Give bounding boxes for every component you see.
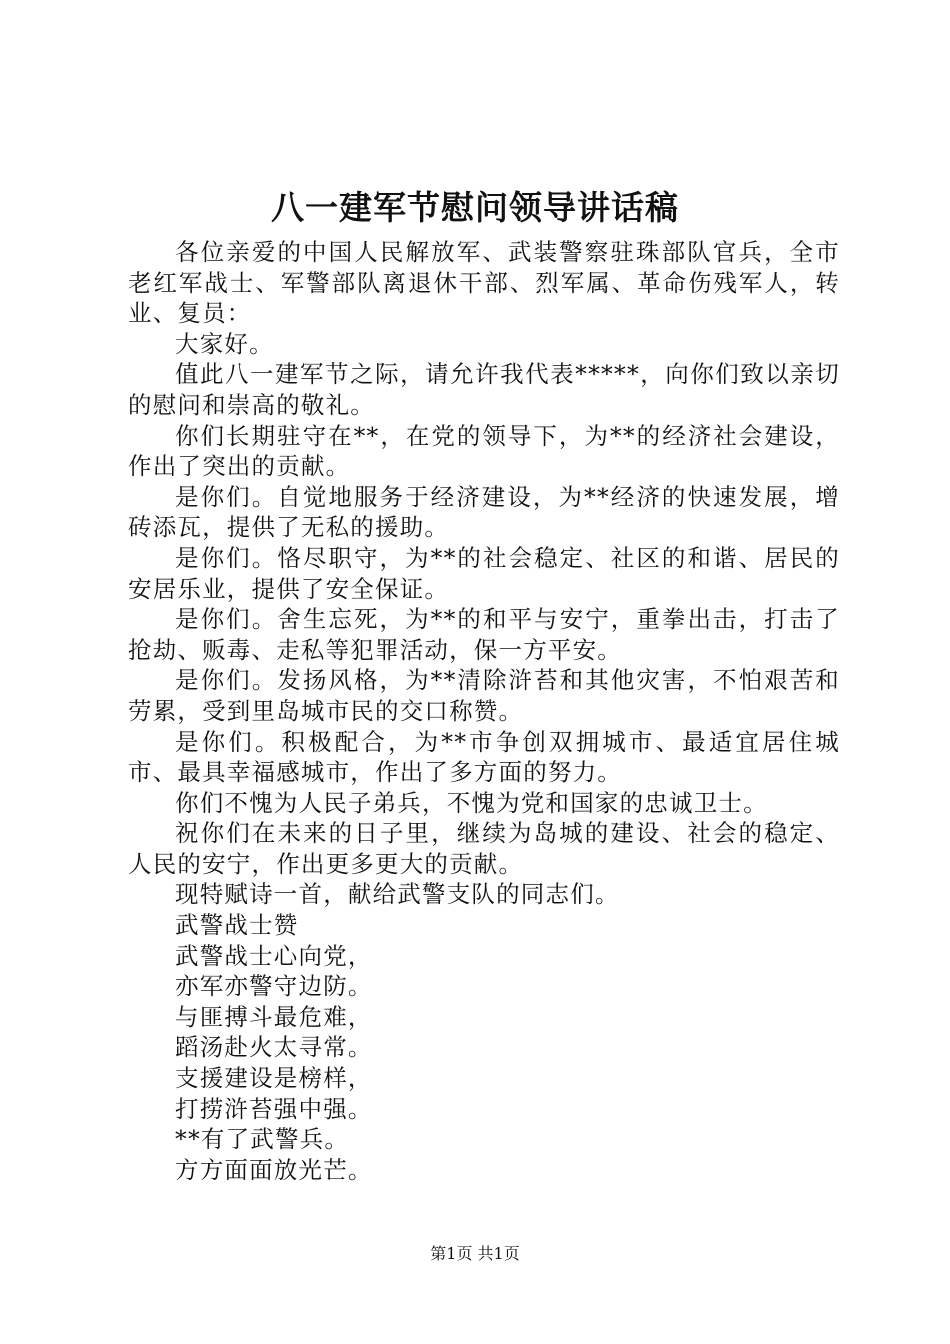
paragraph-3: 值此八一建军节之际，请允许我代表*****，向你们致以亲切的慰问和崇高的敬礼。 xyxy=(128,360,840,419)
poem-line-5: 支援建设是榜样， xyxy=(175,1064,373,1093)
poem-line-2: 亦军亦警守边防。 xyxy=(175,972,373,1001)
paragraph-4: 你们长期驻守在**，在党的领导下，为**的经济社会建设，作出了突出的贡献。 xyxy=(128,421,840,481)
paragraph-5: 是你们。自觉地服务于经济建设，为**经济的快速发展，增砖添瓦，提供了无私的援助。 xyxy=(128,482,840,542)
paragraph-11: 祝你们在未来的日子里，继续为岛城的建设、社会的稳定、人民的安宁，作出更多更大的贡献。 xyxy=(128,819,840,878)
paragraph-1: 各位亲爱的中国人民解放军、武装警察驻珠部队官兵，全市老红军战士、军警部队离退休干部、烈军属、革命伤残军人，转业、复员： xyxy=(128,238,840,328)
paragraph-7: 是你们。舍生忘死，为**的和平与安宁，重拳出击，打击了抢劫、贩毒、走私等犯罪活动，保一方平安。 xyxy=(128,605,840,664)
paragraph-12: 现特赋诗一首，献给武警支队的同志们。 xyxy=(175,880,620,909)
poem-line-3: 与匪搏斗最危难， xyxy=(175,1002,373,1031)
poem-line-1: 武警战士心向党， xyxy=(175,941,373,970)
paragraph-6: 是你们。恪尽职守，为**的社会稳定、社区的和谐、居民的安居乐业，提供了安全保证。 xyxy=(128,543,840,603)
poem-line-7: **有了武警兵。 xyxy=(175,1125,350,1154)
poem-line-4: 蹈汤赴火太寻常。 xyxy=(175,1033,373,1062)
paragraph-2: 大家好。 xyxy=(175,329,274,358)
paragraph-10: 你们不愧为人民子弟兵，不愧为党和国家的忠诚卫士。 xyxy=(175,788,768,817)
document-title: 八一建军节慰问领导讲话稿 xyxy=(271,188,679,227)
poem-line-6: 打捞浒苔强中强。 xyxy=(175,1094,373,1123)
poem-title: 武警战士赞 xyxy=(175,911,299,940)
page-footer: 第1页 共1页 xyxy=(430,1244,520,1263)
paragraph-9: 是你们。积极配合，为**市争创双拥城市、最适宜居住城市、最具幸福感城市，作出了多方面的努力。 xyxy=(128,727,840,787)
document-body xyxy=(128,237,840,1185)
paragraph-8: 是你们。发扬风格，为**清除浒苔和其他灾害，不怕艰苦和劳累，受到里岛城市民的交口称赞。 xyxy=(128,666,840,725)
poem-line-8: 方方面面放光芒。 xyxy=(175,1155,373,1184)
